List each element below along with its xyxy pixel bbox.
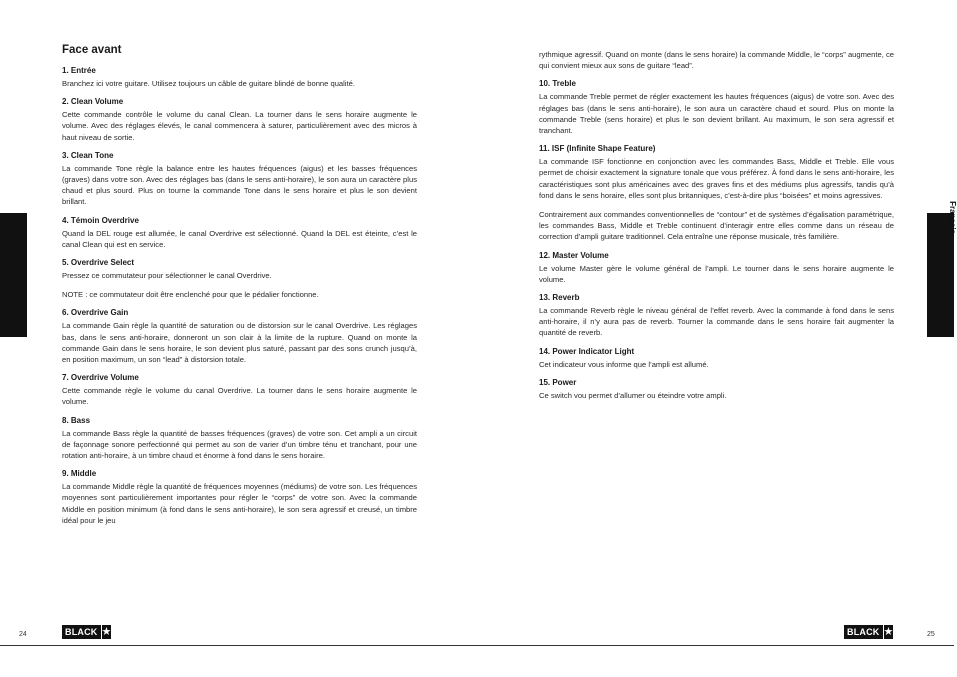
page-title: Face avant	[62, 44, 122, 56]
section-heading: 10. Treble	[539, 79, 576, 89]
section-paragraph: La commande Gain règle la quantité de saturation ou de distorsion sur le canal Overdrive. Les réglages bas, dans le sens anti-horaire, donneront un son clair à la limite de la rupture. Quand on monte la commande Gain dans le sens horaire, le son devient plus saturé, passant par des sons crunch jusqu’à, en position maximum, un son “lead” à distorsion totale.	[62, 321, 417, 365]
section-paragraph: La commande Middle règle la quantité de fréquences moyennes (médiums) de votre son. Les fréquences moyennes sont particulièrement importantes pour régler le “corps” de votre son. Avec la commande Middle en position minimum (à fond dans le sens anti-horaire), le son sera agressif et creusé, un timbre idéal pour le jeu	[62, 482, 417, 525]
section	[62, 308, 417, 365]
section	[62, 373, 417, 407]
section	[62, 151, 417, 208]
page-number-left: 24	[19, 631, 27, 638]
section-heading: 1. Entrée	[62, 66, 96, 75]
section-paragraph: Branchez ici votre guitare. Utilisez toujours un câble de guitare blindé de bonne qualité.	[62, 79, 355, 88]
footer-rule-left	[0, 645, 477, 646]
section-heading: 3. Clean Tone	[62, 150, 114, 160]
logo-text: BLACK	[62, 625, 101, 639]
section-paragraph: Contrairement aux commandes conventionnelles de “contour” et de systèmes d’égalisation paramétrique, les commandes Bass, Middle et Treble continuent d’interagir entre elles comme dans un réseau de correction d’ampli guitare traditionnel. Cela entraîne une réponse musicale, très familière.	[539, 210, 894, 242]
section-paragraph: Pressez ce commutateur pour sélectionner le canal Overdrive.	[62, 271, 272, 281]
section	[62, 66, 417, 89]
section-heading: 11. ISF (Infinite Shape Feature)	[539, 144, 656, 154]
section-heading: 5. Overdrive Select	[62, 258, 135, 268]
section-heading: 15. Power	[539, 377, 577, 387]
section-paragraph: Le volume Master gère le volume général de l’ampli. Le tourner dans le sens horaire augmente le volume.	[539, 263, 894, 284]
star-icon: ★	[883, 626, 894, 638]
section-paragraph: Ce switch vou permet d’allumer ou éteindre votre ampli.	[539, 390, 727, 400]
page-number-right: 25	[927, 631, 935, 638]
section	[539, 293, 894, 339]
section	[539, 347, 894, 370]
brand-logo-right	[844, 625, 892, 639]
section	[539, 378, 894, 401]
section-heading: 14. Power Indicator Light	[539, 346, 635, 356]
section	[62, 216, 417, 250]
section-paragraph: La commande Tone règle la balance entre les hautes fréquences (aigus) et les basses fréquences (graves) dans votre son. Avec des réglages bas (dans le sens anti-horaire), le son aura un caractère plus chaud et plus sourd. Plus on tourne la commande Tone dans le sens horaire et plus le son devient brillant.	[62, 163, 417, 207]
side-tab-label-right: Français	[948, 201, 957, 234]
section-paragraph: La commande ISF fonctionne en conjonction avec les commandes Bass, Middle et Treble. Elle vous permet de choisir exactement la signature tonale que vous préférez. À fond dans le sens anti-horaire, les caractéristiques sont plus américaines avec des graves fins et des médiums plus agressifs, tandis qu’à fond dans le sens horaire, elles sont plus britanniques, c’est-à-dire plus “boisées” et moins agressives.	[539, 157, 894, 200]
section-paragraph: La commande Bass règle la quantité de basses fréquences (graves) de votre son. Cet ampli a un circuit de façonnage sonore perfectionné qui permet au son de varier d’un timbre ténu et tranchant, pour une rotation anti-horaire, à un timbre chaud et énorme à fond dans le sens horaire.	[62, 428, 417, 461]
section	[539, 251, 894, 285]
section-paragraph: La commande Treble permet de régler exactement les hautes fréquences (aigus) de votre son. Avec des réglages bas (dans le sens anti-horaire), le son aura un caractère chaud et sourd. Plus on monte la commande Treble (sens horaire) et plus le son devient brillant. Au maximum, le son sera agressif et tranchant.	[539, 92, 894, 136]
section	[539, 79, 894, 136]
left-page-column	[62, 44, 417, 534]
section-paragraph: Quand la DEL rouge est allumée, le canal Overdrive est sélectionné. Quand la DEL est éteinte, c’est le canal Clean qui est en service.	[62, 228, 417, 249]
side-tab-label-left: Français	[6, 252, 15, 285]
brand-logo-left	[62, 625, 110, 639]
section-paragraph: Cette commande règle le volume du canal Overdrive. La tourner dans le sens horaire augmente le volume.	[62, 386, 417, 407]
section-heading: 13. Reverb	[539, 293, 580, 303]
section-heading: 9. Middle	[62, 469, 97, 479]
footer-rule-right	[477, 645, 954, 646]
section-heading: 2. Clean Volume	[62, 97, 124, 107]
section-paragraph: La commande Reverb règle le niveau général de l’effet reverb. Avec la commande à fond dans le sens anti-horaire, il n’y aura pas de reverb. Tourner la commande dans le sens horaire fait augmenter la quantité de reverb.	[539, 306, 894, 338]
section-paragraph: NOTE : ce commutateur doit être enclenché pour que le pédalier fonctionne.	[62, 290, 319, 300]
section-heading: 12. Master Volume	[539, 250, 609, 260]
logo-text: BLACK	[844, 625, 883, 639]
section	[62, 469, 417, 526]
section-heading: 6. Overdrive Gain	[62, 308, 129, 318]
section-heading: 7. Overdrive Volume	[62, 373, 139, 383]
right-page-column	[539, 49, 894, 409]
section	[539, 144, 894, 242]
left-sections	[62, 66, 417, 526]
section	[62, 416, 417, 462]
section	[62, 258, 417, 300]
right-sections	[539, 79, 894, 401]
continued-paragraph: rythmique agressif. Quand on monte (dans le sens horaire) la commande Middle, le “corps” augmente, ce qui convient mieux aux sons de guitare “lead”.	[539, 50, 894, 71]
section	[62, 97, 417, 143]
section-heading: 4. Témoin Overdrive	[62, 215, 139, 225]
star-icon: ★	[101, 626, 112, 638]
section-paragraph: Cet indicateur vous informe que l’ampli est allumé.	[539, 359, 709, 369]
section-heading: 8. Bass	[62, 415, 91, 425]
section-paragraph: Cette commande contrôle le volume du canal Clean. La tourner dans le sens horaire augmente le volume. Avec des réglages élevés, le canal commencera à saturer, particulièrement avec des micros à haut niveau de sortie.	[62, 110, 417, 142]
